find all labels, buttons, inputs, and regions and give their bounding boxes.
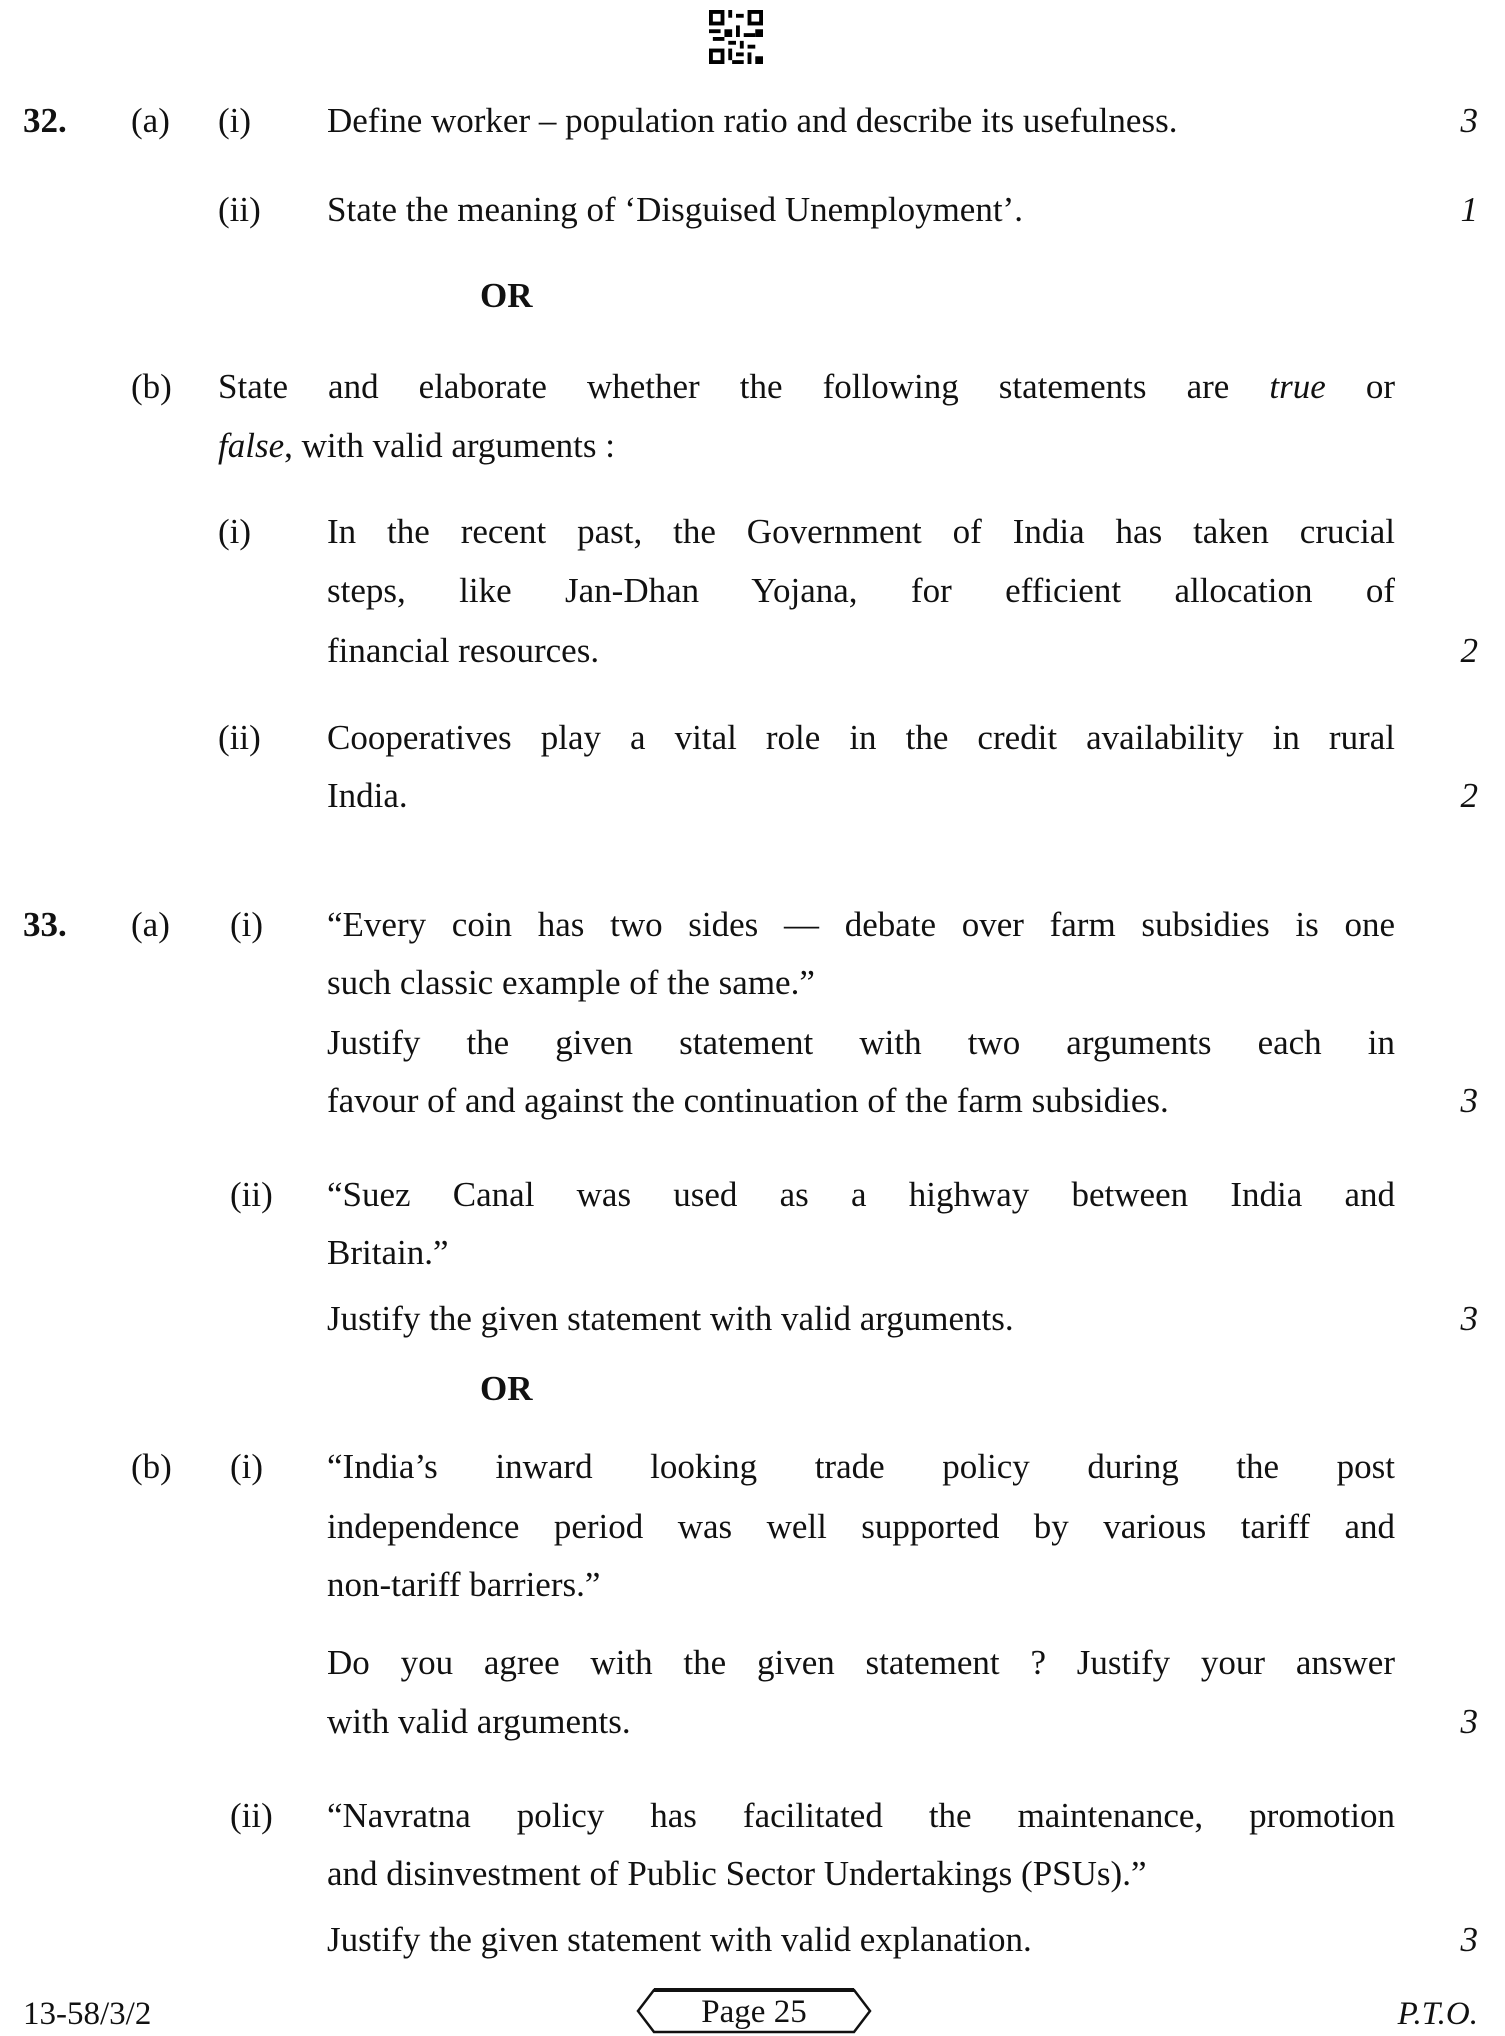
part-label: (ii) [230,1175,273,1214]
question-text-line [327,510,1395,554]
sub-question-label: (a) [131,905,170,944]
text-segment: non-tariff barriers.” [327,1565,601,1604]
text-segment: “Every coin has two sides — debate over farm subsidies is one [327,905,1395,944]
text-segment: independence period was well supported by various tariff and [327,1507,1395,1546]
question-text-line [327,99,1395,143]
question-text-line [327,1021,1395,1065]
part-label: (i) [230,1447,264,1486]
part-label: (ii) [230,1796,273,1835]
text-segment: favour of and against the continuation of the farm subsidies. [327,1081,1169,1120]
question-text-line [327,1231,1395,1275]
text-segment: “India’s inward looking trade policy during the post [327,1447,1395,1486]
text-segment: with valid arguments. [327,1702,631,1741]
text-segment: State and elaborate whether the following statements are [218,367,1270,406]
part-label: (i) [218,101,252,140]
marks: 2 [1460,631,1478,670]
question-text-line [218,424,1395,468]
text-segment: Justify the given statement with valid arguments. [327,1299,1014,1338]
sub-question-label: (b) [131,367,172,406]
question-text-line [327,188,1395,232]
text-segment: , with valid arguments : [284,426,615,465]
text-segment: “Navratna policy has facilitated the maintenance, promotion [327,1796,1395,1835]
text-segment: Justify the given statement with valid explanation. [327,1920,1032,1959]
or-divider: OR [480,276,533,315]
page-number: Page 25 [701,1994,807,2030]
part-label: (i) [230,905,264,944]
question-text-line [327,1173,1395,1217]
page-number-badge [636,1988,872,2034]
text-segment: In the recent past, the Government of India has taken crucial [327,512,1395,551]
please-turn-over: P.T.O. [1397,1996,1478,2032]
paper-code: 13-58/3/2 [23,1996,152,2032]
part-label: (i) [218,512,252,551]
question-text-line [327,716,1395,760]
question-text-line [218,365,1395,409]
question-text-line [327,1079,1395,1123]
question-text-line [327,1641,1395,1685]
question-text-line [327,1700,1395,1744]
question-text-line [327,903,1395,947]
text-segment: Justify the given statement with two arguments each in [327,1023,1395,1062]
text-segment: and disinvestment of Public Sector Undertakings (PSUs).” [327,1854,1147,1893]
text-segment: steps, like Jan-Dhan Yojana, for efficient allocation of [327,571,1395,610]
text-segment: Do you agree with the given statement ? Justify your answer [327,1643,1395,1682]
emphasis-text: true [1269,367,1326,406]
marks: 3 [1460,1920,1478,1959]
marks: 3 [1460,1081,1478,1120]
text-segment: Define worker – population ratio and describe its usefulness. [327,101,1178,140]
text-segment: Britain.” [327,1233,449,1272]
part-label: (ii) [218,718,261,757]
marks: 2 [1460,776,1478,815]
question-text-line [327,774,1395,818]
question-text-line [327,1445,1395,1489]
emphasis-text: false [218,426,285,465]
question-text-line [327,1918,1395,1962]
question-text-line [327,1794,1395,1838]
question-text-line [327,629,1395,673]
text-segment: “Suez Canal was used as a highway between India and [327,1175,1395,1214]
part-label: (ii) [218,190,261,229]
sub-question-label: (b) [131,1447,172,1486]
question-text-line [327,1852,1395,1896]
sub-question-label: (a) [131,101,170,140]
question-text-line [327,1563,1395,1607]
question-text-line [327,1297,1395,1341]
text-segment: financial resources. [327,631,600,670]
question-number: 33. [23,905,67,944]
or-divider: OR [480,1369,533,1408]
text-segment: such classic example of the same.” [327,963,815,1002]
question-text-line [327,569,1395,613]
question-number: 32. [23,101,67,140]
text-segment: or [1325,367,1395,406]
marks: 3 [1460,101,1478,140]
qr-code-icon [708,10,764,73]
question-text-line [327,961,1395,1005]
text-segment: India. [327,776,408,815]
marks: 3 [1460,1299,1478,1338]
marks: 1 [1460,190,1478,229]
text-segment: State the meaning of ‘Disguised Unemployment’. [327,190,1023,229]
text-segment: Cooperatives play a vital role in the credit availability in rural [327,718,1395,757]
marks: 3 [1460,1702,1478,1741]
question-text-line [327,1505,1395,1549]
